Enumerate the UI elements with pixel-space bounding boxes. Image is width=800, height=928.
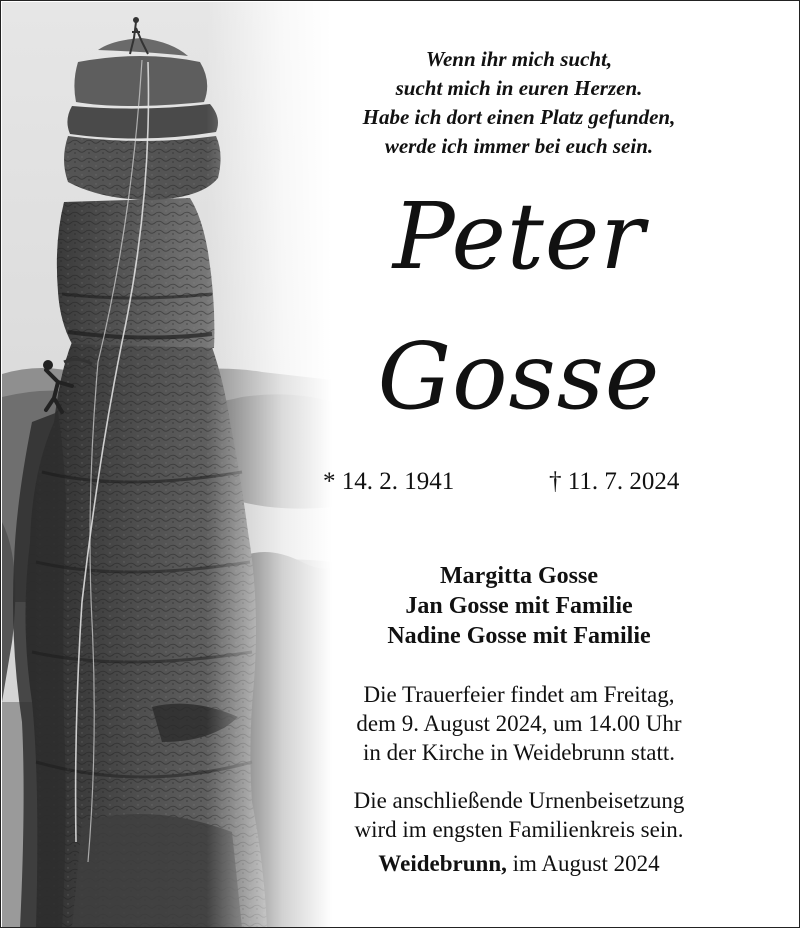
burial-line: Die anschließende Urnenbeisetzung [353,788,685,813]
poem-line: werde ich immer bei euch sein. [384,134,654,158]
poem-line: Wenn ihr mich sucht, [425,47,613,71]
ceremony-line: in der Kirche in Weidebrunn statt. [363,740,675,765]
climbing-rock-photo [2,2,332,928]
signoff-place: Weidebrunn, [378,851,507,876]
mourner-name: Jan Gosse mit Familie [405,593,633,619]
memorial-poem [301,45,737,161]
deceased-last-name: Gosse [377,323,661,430]
death-date: † 11. 7. 2024 [549,468,680,495]
family-mourners [301,561,737,651]
burial-line: wird im engsten Familienkreis sein. [354,817,684,842]
mourner-name: Nadine Gosse mit Familie [387,623,651,649]
poem-line: Habe ich dort einen Platz gefunden, [362,105,676,129]
ceremony-line: dem 9. August 2024, um 14.00 Uhr [356,711,682,736]
signoff-date: im August 2024 [506,851,660,876]
deceased-first-name: Peter [392,183,646,290]
birth-date: * 14. 2. 1941 [323,468,455,495]
place-and-date [301,849,737,878]
ceremony-line: Die Trauerfeier findet am Freitag, [363,682,675,707]
poem-line: sucht mich in euren Herzen. [395,76,643,100]
urn-burial-info [301,786,737,844]
text-column [301,1,737,928]
mourner-name: Margitta Gosse [440,563,598,589]
funeral-ceremony-info [301,680,737,767]
